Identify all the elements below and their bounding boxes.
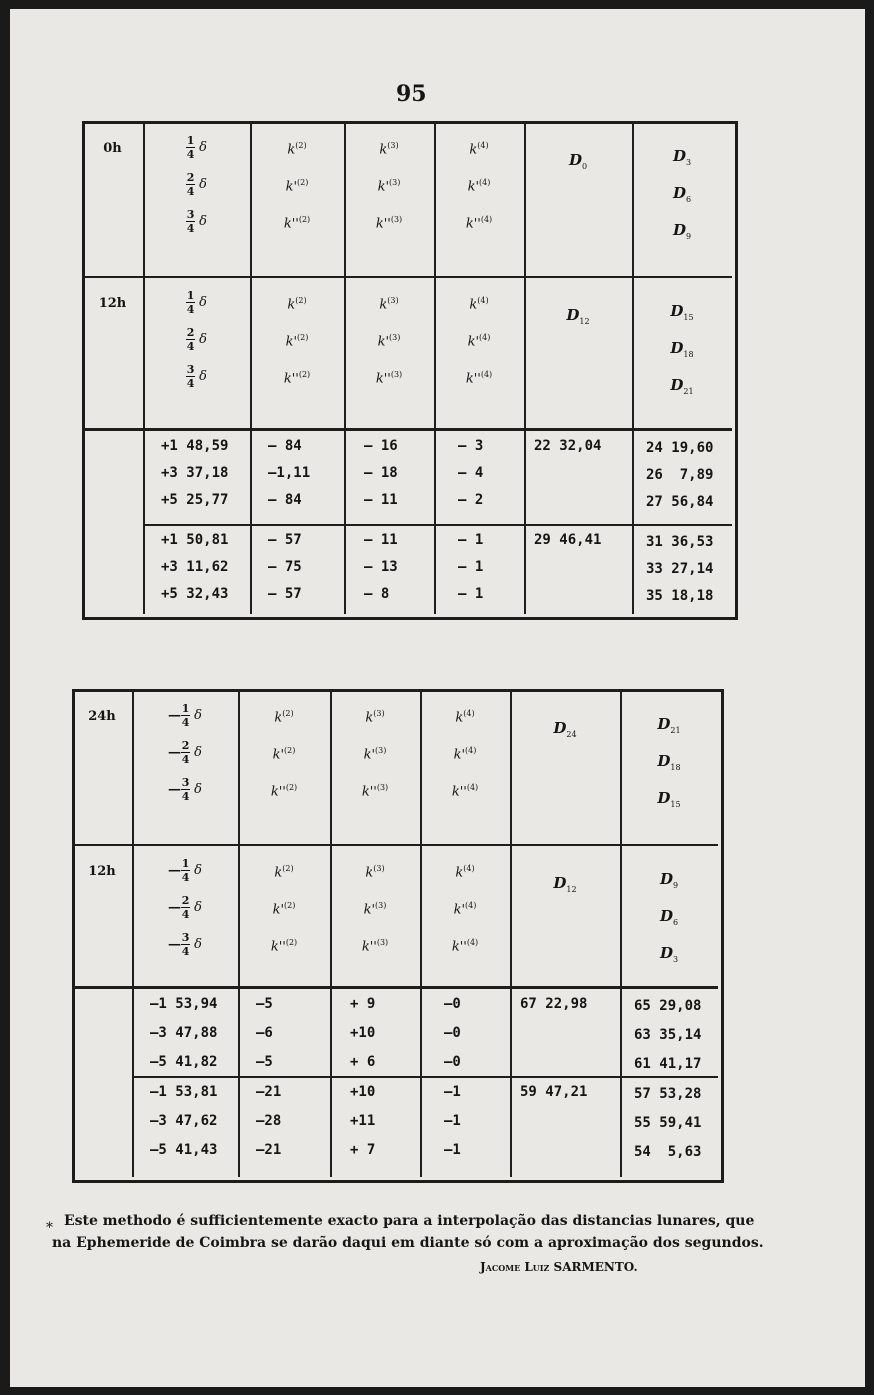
k2-symbol: $k'^{(2)}$ [285, 178, 309, 195]
footnote-marker: * [46, 1220, 53, 1236]
value-cell: — 11 [364, 532, 398, 548]
row-rule [82, 428, 732, 431]
value-cell: +1 48,59 [161, 438, 229, 454]
value-cell: 61 41,17 [634, 1056, 702, 1072]
value-cell: —5 [256, 996, 273, 1012]
k4-symbol: $k'^{(4)}$ [453, 746, 477, 763]
value-cell: —5 [256, 1054, 273, 1070]
value-cell: 29 46,41 [534, 532, 602, 548]
value-cell: 31 36,53 [646, 534, 714, 550]
row-rule [72, 844, 718, 846]
k4-symbol: $k''^{(4)}$ [451, 783, 479, 800]
k3-symbol: $k'^{(3)}$ [363, 746, 387, 763]
value-cell: 67 22,98 [520, 996, 588, 1012]
value-cell: 35 18,18 [646, 588, 714, 604]
value-cell: 55 59,41 [634, 1115, 702, 1131]
k2-symbol: $k^{(2)}$ [287, 296, 307, 313]
k2-symbol: $k'^{(2)}$ [272, 901, 296, 918]
fraction-label: — $\frac{1}{4}$ δ [168, 857, 202, 884]
value-cell: 24 19,60 [646, 440, 714, 456]
k4-symbol: $k''^{(4)}$ [451, 938, 479, 955]
row-rule [72, 986, 718, 989]
value-cell: — 57 [268, 532, 302, 548]
value-cell: 59 47,21 [520, 1084, 588, 1100]
k4-symbol: $k''^{(4)}$ [465, 370, 493, 387]
fraction-label: — $\frac{3}{4}$ δ [168, 776, 202, 803]
value-cell: — 2 [458, 492, 484, 508]
k3-symbol: $k''^{(3)}$ [375, 370, 403, 387]
value-cell: +3 11,62 [161, 559, 229, 575]
fraction-label: $\frac{3}{4}$ δ [186, 363, 207, 390]
footnote-line-1: Este methodo é sufficientemente exacto para a interpolação das distancias lunares, que [64, 1213, 755, 1229]
value-cell: — 13 [364, 559, 398, 575]
value-cell: 33 27,14 [646, 561, 714, 577]
value-cell: — 1 [458, 559, 484, 575]
k3-symbol: $k^{(3)}$ [379, 296, 399, 313]
author-signature: Jacome Luiz SARMENTO. [480, 1260, 638, 1274]
d-symbol: $D_{18}$ [657, 752, 681, 772]
value-cell: +3 37,18 [161, 465, 229, 481]
value-cell: — 1 [458, 586, 484, 602]
k3-symbol: $k''^{(3)}$ [375, 215, 403, 232]
fraction-label: $\frac{2}{4}$ δ [186, 171, 207, 198]
k2-symbol: $k'^{(2)}$ [272, 746, 296, 763]
d-symbol: $D_9$ [672, 221, 692, 241]
value-cell: 63 35,14 [634, 1027, 702, 1043]
value-cell: —0 [444, 1054, 461, 1070]
k3-symbol: $k''^{(3)}$ [361, 783, 389, 800]
value-cell: 54 5,63 [634, 1144, 702, 1160]
value-cell: +10 [350, 1084, 376, 1100]
value-cell: 22 32,04 [534, 438, 602, 454]
value-cell: —1 [444, 1113, 461, 1129]
k2-symbol: $k'^{(2)}$ [285, 333, 309, 350]
value-cell: —1 [444, 1142, 461, 1158]
value-cell: — 57 [268, 586, 302, 602]
value-cell: — 8 [364, 586, 390, 602]
d0-symbol: $D_{12}$ [566, 306, 590, 326]
k3-symbol: $k^{(3)}$ [365, 709, 385, 726]
k2-symbol: $k^{(2)}$ [274, 864, 294, 881]
fraction-label: — $\frac{2}{4}$ δ [168, 894, 202, 921]
value-cell: +5 25,77 [161, 492, 229, 508]
value-cell: + 6 [350, 1054, 376, 1070]
d-symbol: $D_6$ [672, 184, 692, 204]
value-cell: —3 47,62 [150, 1113, 218, 1129]
value-cell: —21 [256, 1142, 282, 1158]
value-cell: 27 56,84 [646, 494, 714, 510]
time-label: 0h [103, 141, 122, 156]
k2-symbol: $k''^{(2)}$ [270, 938, 298, 955]
fraction-label: — $\frac{2}{4}$ δ [168, 739, 202, 766]
value-cell: 57 53,28 [634, 1086, 702, 1102]
value-cell: +5 32,43 [161, 586, 229, 602]
value-cell: — 16 [364, 438, 398, 454]
value-cell: — 11 [364, 492, 398, 508]
row-rule [132, 1076, 718, 1078]
k3-symbol: $k''^{(3)}$ [361, 938, 389, 955]
d-symbol: $D_3$ [659, 944, 679, 964]
d-symbol: $D_{21}$ [657, 715, 681, 735]
d0-symbol: $D_0$ [568, 151, 588, 171]
fraction-label: $\frac{2}{4}$ δ [186, 326, 207, 353]
k3-symbol: $k^{(3)}$ [365, 864, 385, 881]
value-cell: —0 [444, 1025, 461, 1041]
value-cell: + 9 [350, 996, 376, 1012]
value-cell: —21 [256, 1084, 282, 1100]
value-cell: — 84 [268, 492, 302, 508]
value-cell: + 7 [350, 1142, 376, 1158]
k3-symbol: $k'^{(3)}$ [377, 178, 401, 195]
d-symbol: $D_{15}$ [670, 302, 694, 322]
d-symbol: $D_9$ [659, 870, 679, 890]
value-cell: —1 53,94 [150, 996, 218, 1012]
value-cell: — 84 [268, 438, 302, 454]
fraction-label: $\frac{1}{4}$ δ [186, 134, 207, 161]
value-cell: —1 [444, 1084, 461, 1100]
value-cell: —1 53,81 [150, 1084, 218, 1100]
k4-symbol: $k'^{(4)}$ [453, 901, 477, 918]
time-label: 12h [88, 864, 116, 879]
k3-symbol: $k^{(3)}$ [379, 141, 399, 158]
k4-symbol: $k''^{(4)}$ [465, 215, 493, 232]
k4-symbol: $k^{(4)}$ [469, 296, 489, 313]
value-cell: +1 50,81 [161, 532, 229, 548]
column-rule [524, 121, 526, 614]
value-cell: — 4 [458, 465, 484, 481]
k4-symbol: $k^{(4)}$ [455, 709, 475, 726]
d-symbol: $D_{15}$ [657, 789, 681, 809]
d-symbol: $D_6$ [659, 907, 679, 927]
time-label: 24h [88, 709, 116, 724]
k4-symbol: $k'^{(4)}$ [467, 333, 491, 350]
value-cell: 65 29,08 [634, 998, 702, 1014]
k4-symbol: $k^{(4)}$ [469, 141, 489, 158]
k2-symbol: $k''^{(2)}$ [283, 215, 311, 232]
footnote-line-2: na Ephemeride de Coimbra se darão daqui em diante só com a aproximação dos segundos. [52, 1235, 764, 1251]
document-page [10, 9, 865, 1387]
value-cell: — 3 [458, 438, 484, 454]
value-cell: —5 41,43 [150, 1142, 218, 1158]
row-rule [82, 276, 732, 278]
value-cell: +11 [350, 1113, 376, 1129]
column-rule [434, 121, 436, 614]
value-cell: +10 [350, 1025, 376, 1041]
value-cell: —28 [256, 1113, 282, 1129]
k2-symbol: $k''^{(2)}$ [270, 783, 298, 800]
d0-symbol: $D_{12}$ [553, 874, 577, 894]
page-number: 95 [396, 81, 427, 107]
fraction-label: — $\frac{3}{4}$ δ [168, 931, 202, 958]
column-rule [510, 689, 512, 1177]
k2-symbol: $k''^{(2)}$ [283, 370, 311, 387]
value-cell: —1,11 [268, 465, 311, 481]
k4-symbol: $k^{(4)}$ [455, 864, 475, 881]
value-cell: — 75 [268, 559, 302, 575]
value-cell: —5 41,82 [150, 1054, 218, 1070]
value-cell: 26 7,89 [646, 467, 714, 483]
value-cell: —6 [256, 1025, 273, 1041]
column-rule [344, 121, 346, 614]
k3-symbol: $k'^{(3)}$ [363, 901, 387, 918]
d-symbol: $D_{21}$ [670, 376, 694, 396]
time-label: 12h [98, 296, 127, 311]
fraction-label: $\frac{3}{4}$ δ [186, 208, 207, 235]
value-cell: — 1 [458, 532, 484, 548]
k3-symbol: $k'^{(3)}$ [377, 333, 401, 350]
value-cell: —3 47,88 [150, 1025, 218, 1041]
k4-symbol: $k'^{(4)}$ [467, 178, 491, 195]
value-cell: — 18 [364, 465, 398, 481]
fraction-label: $\frac{1}{4}$ δ [186, 289, 207, 316]
d-symbol: $D_3$ [672, 147, 692, 167]
k2-symbol: $k^{(2)}$ [274, 709, 294, 726]
d-symbol: $D_{18}$ [670, 339, 694, 359]
fraction-label: — $\frac{1}{4}$ δ [168, 702, 202, 729]
value-cell: —0 [444, 996, 461, 1012]
k2-symbol: $k^{(2)}$ [287, 141, 307, 158]
d0-symbol: $D_{24}$ [553, 719, 577, 739]
column-rule [250, 121, 252, 614]
row-rule [143, 524, 732, 526]
